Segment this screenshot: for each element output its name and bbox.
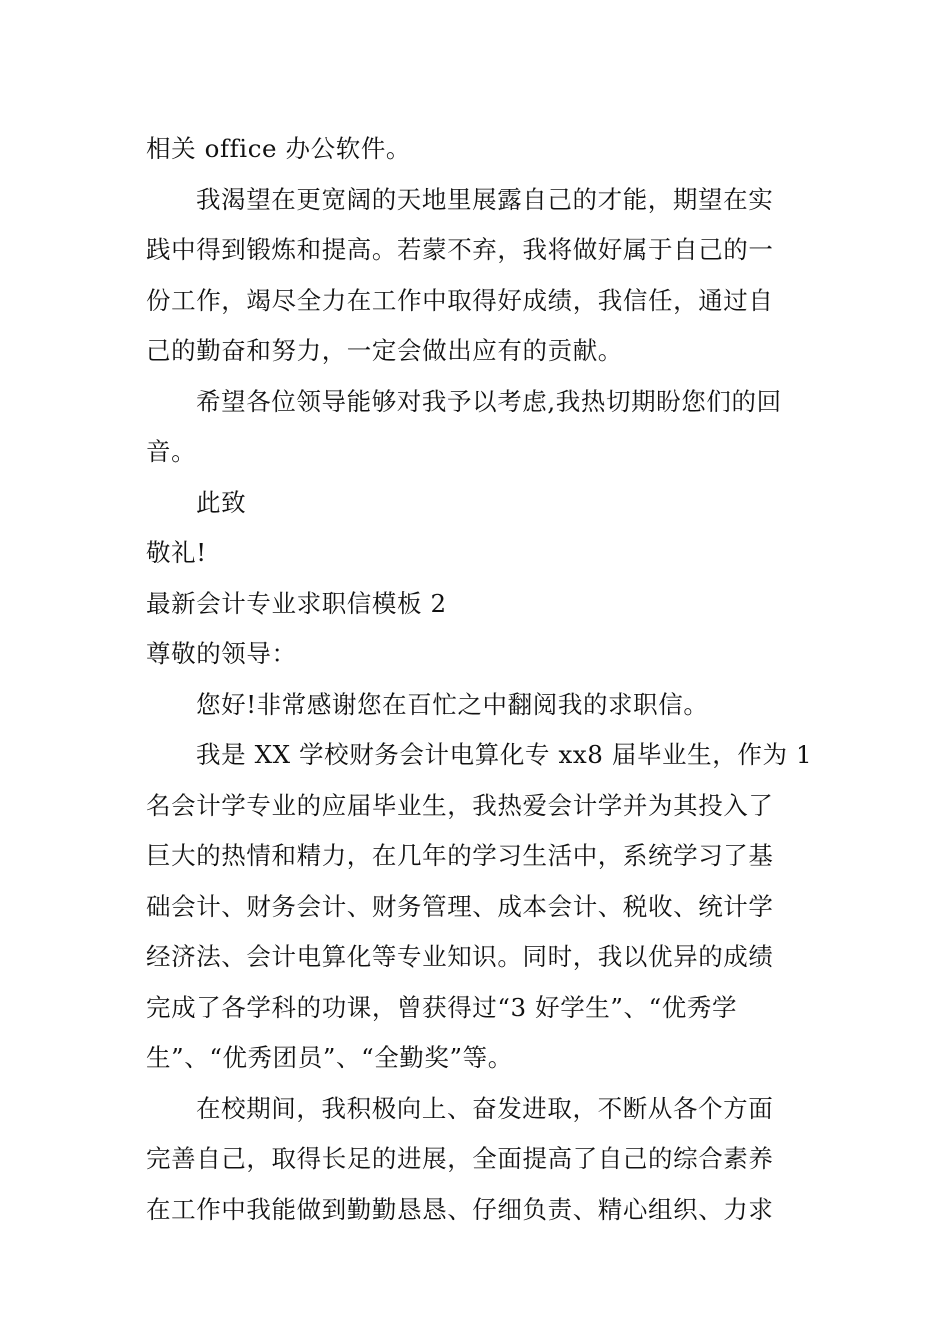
text-line: 您好!非常感谢您在百忙之中翻阅我的求职信。: [196, 689, 709, 719]
text-line: 名会计学专业的应届毕业生，我热爱会计学并为其投入了: [146, 790, 774, 820]
text-line: 础会计、财务会计、财务管理、成本会计、税收、统计学: [146, 891, 774, 921]
closing-regards: 敬礼!: [146, 538, 207, 567]
document-page: [146, 124, 813, 1235]
section-title: 最新会计专业求职信模板 2: [146, 588, 447, 618]
text-line: 我是 XX 学校财务会计电算化专 xx8 届毕业生，作为 1: [196, 740, 813, 769]
text-line: 践中得到锻炼和提高。若蒙不弃，我将做好属于自己的一: [146, 235, 774, 264]
text-line: 相关 office 办公软件。: [146, 134, 412, 163]
greeting: 尊敬的领导：: [146, 639, 297, 668]
text-line: 己的勤奋和努力，一定会做出应有的贡献。: [146, 336, 623, 365]
text-line: 在校期间，我积极向上、奋发进取，不断从各个方面: [196, 1093, 774, 1123]
text-line: 份工作，竭尽全力在工作中取得好成绩，我信任，通过自: [146, 285, 774, 315]
text-line: 经济法、会计电算化等专业知识。同时，我以优异的成绩: [146, 942, 774, 971]
text-line: 生”、“优秀团员”、“全勤奖”等。: [146, 1043, 513, 1072]
text-line: 完善自己，取得长足的进展，全面提高了自己的综合素养: [146, 1144, 774, 1173]
text-line: 我渴望在更宽阔的天地里展露自己的才能，期望在实: [196, 184, 774, 214]
text-line: 巨大的热情和精力，在几年的学习生活中，系统学习了基: [146, 841, 774, 870]
text-line: 在工作中我能做到勤勤恳恳、仔细负责、精心组织、力求: [146, 1194, 774, 1224]
closing-salutation: 此致: [196, 487, 247, 517]
text-line: 音。: [146, 437, 197, 466]
text-line: 希望各位领导能够对我予以考虑,我热切期盼您们的回: [196, 386, 782, 416]
text-line: 完成了各学科的功课，曾获得过“3 好学生”、“优秀学: [146, 992, 738, 1022]
